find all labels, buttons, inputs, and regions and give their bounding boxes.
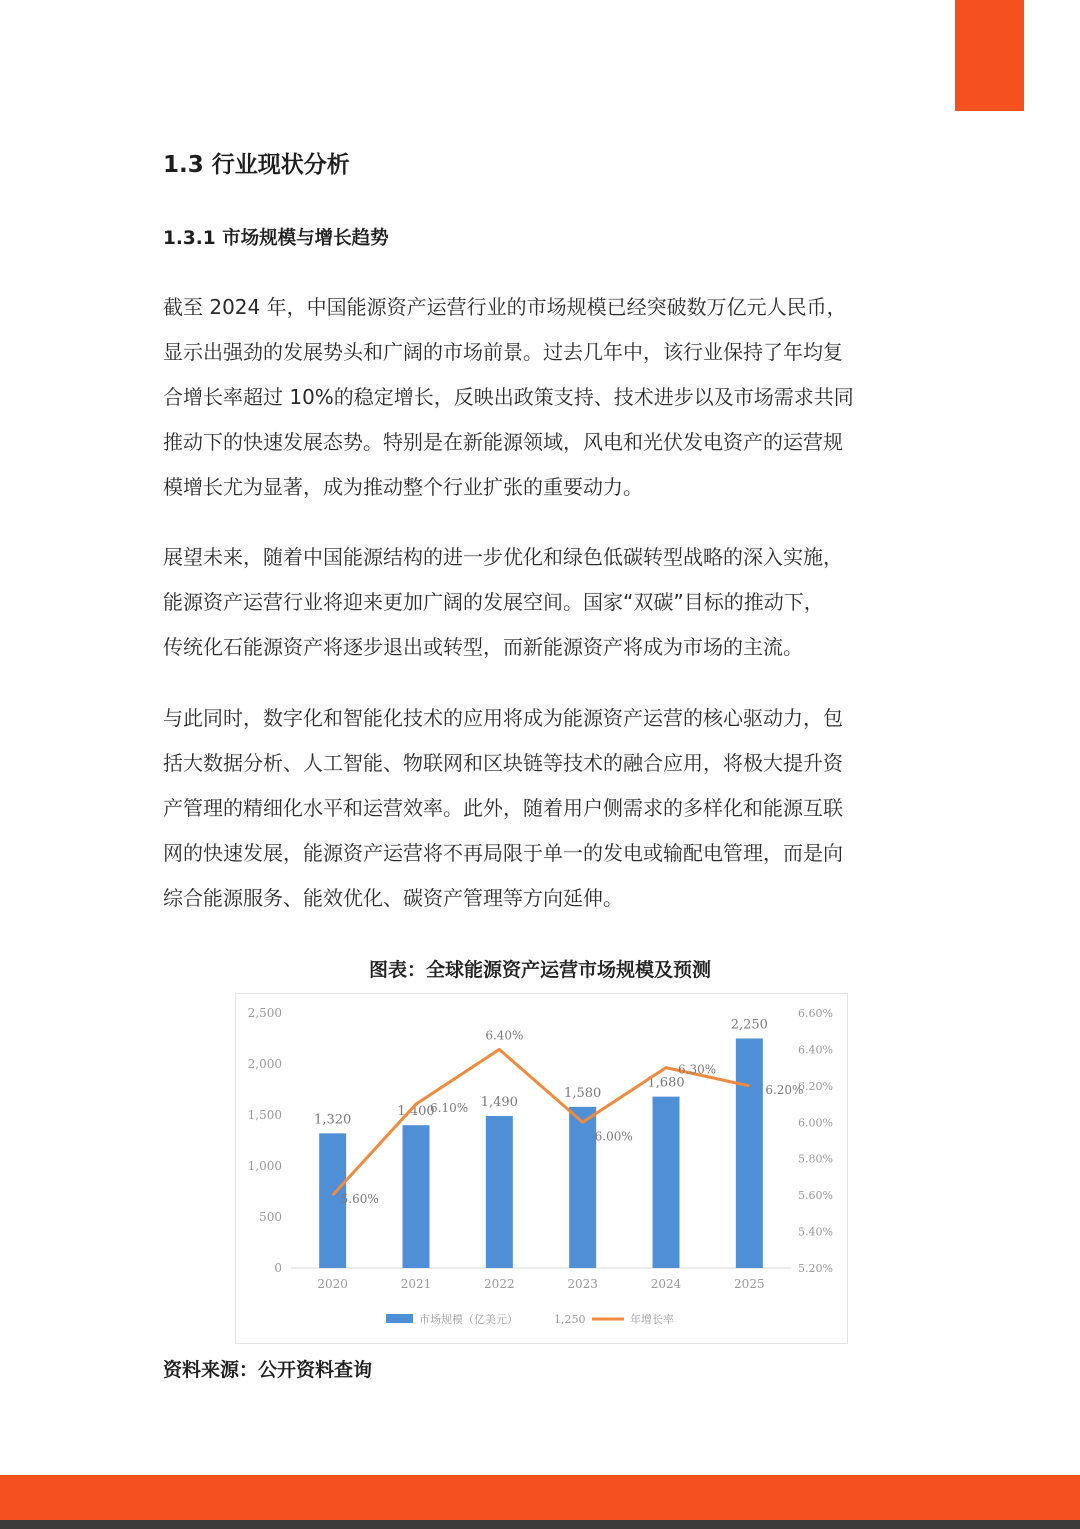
paragraph-line: 综合能源服务、能效优化、碳资产管理等方向延伸。: [163, 886, 623, 910]
x-tick-label: 2022: [484, 1277, 515, 1291]
y-right-tick-label: 5.80%: [798, 1152, 833, 1166]
line-data-label: 5.60%: [340, 1192, 379, 1207]
y-left-tick-label: 2,500: [247, 1006, 282, 1020]
paragraph-line: 截至 2024 年，中国能源资产运营行业的市场规模已经突破数万亿元人民币，: [163, 295, 847, 319]
legend-bar-swatch: [386, 1314, 413, 1323]
bar: [403, 1125, 430, 1268]
paragraph-2: [163, 535, 923, 670]
market-size-chart: [236, 994, 847, 1343]
paragraph-line: 产管理的精细化水平和运营效率。此外，随着用户侧需求的多样化和能源互联: [163, 796, 843, 820]
y-right-tick-label: 5.40%: [798, 1225, 833, 1239]
bar: [653, 1097, 680, 1268]
paragraph-line: 推动下的快速发展态势。特别是在新能源领域，风电和光伏发电资产的运营规: [163, 430, 843, 454]
chart-container: [235, 993, 848, 1344]
x-tick-label: 2025: [734, 1277, 765, 1291]
bar-data-label: 1,490: [480, 1095, 518, 1111]
line-data-label: 6.10%: [430, 1101, 469, 1116]
legend-extra-label: 1,250: [554, 1313, 586, 1326]
top-accent-bar: [955, 0, 1024, 111]
y-left-tick-label: 500: [259, 1210, 282, 1224]
line-data-label: 6.40%: [485, 1028, 524, 1043]
y-right-tick-label: 6.60%: [798, 1007, 833, 1020]
bar-data-label: 1,400: [397, 1104, 435, 1120]
paragraph-line: 显示出强劲的发展势头和广阔的市场前景。过去几年中，该行业保持了年均复: [163, 340, 843, 364]
x-tick-label: 2024: [650, 1277, 682, 1291]
bar-data-label: 2,250: [730, 1017, 768, 1033]
x-tick-label: 2023: [567, 1277, 598, 1291]
paragraph-line: 展望未来，随着中国能源结构的进一步优化和绿色低碳转型战略的深入实施，: [163, 545, 843, 569]
line-data-label: 6.00%: [594, 1129, 633, 1144]
y-right-tick-label: 6.40%: [798, 1043, 833, 1057]
line-data-label: 6.20%: [765, 1082, 804, 1097]
paragraph-line: 括大数据分析、人工智能、物联网和区块链等技术的融合应用，将极大提升资: [163, 751, 843, 775]
line-data-label: 6.30%: [678, 1062, 717, 1077]
bar: [486, 1116, 513, 1268]
bar: [736, 1039, 763, 1269]
figure-title: 图表：全球能源资产运营市场规模及预测: [368, 959, 711, 981]
y-right-tick-label: 6.00%: [798, 1116, 833, 1130]
legend-bar-label: 市场规模（亿美元）: [419, 1313, 518, 1326]
paragraph-line: 传统化石能源资产将逐步退出或转型，而新能源资产将成为市场的主流。: [163, 635, 803, 659]
y-left-tick-label: 2,000: [247, 1057, 282, 1071]
footer-accent-bar: [0, 1475, 1080, 1520]
paragraph-1: [163, 285, 923, 510]
paragraph-3: [163, 696, 923, 921]
paragraph-line: 网的快速发展，能源资产运营将不再局限于单一的发电或输配电管理，而是向: [163, 841, 843, 865]
y-right-tick-label: 5.60%: [798, 1189, 833, 1203]
bar: [569, 1107, 596, 1268]
y-right-tick-label: 5.20%: [798, 1262, 833, 1275]
bar-data-label: 1,680: [647, 1075, 685, 1091]
x-tick-label: 2020: [317, 1277, 348, 1291]
y-right-tick-label: 6.20%: [798, 1079, 833, 1093]
bar-data-label: 1,320: [314, 1112, 352, 1128]
subsection-heading: 1.3.1 市场规模与增长趋势: [163, 228, 389, 249]
x-tick-label: 2021: [400, 1277, 432, 1291]
paragraph-line: 模增长尤为显著，成为推动整个行业扩张的重要动力。: [163, 475, 643, 499]
legend-line-label: 年增长率: [630, 1313, 674, 1326]
y-left-tick-label: 0: [274, 1261, 282, 1275]
paragraph-line: 与此同时，数字化和智能化技术的应用将成为能源资产运营的核心驱动力，包: [163, 706, 843, 730]
figure-source: 资料来源：公开资料查询: [163, 1359, 373, 1381]
paragraph-line: 能源资产运营行业将迎来更加广阔的发展空间。国家“双碳”目标的推动下，: [163, 590, 824, 614]
section-heading: 1.3 行业现状分析: [163, 152, 350, 178]
footer-edge: [0, 1520, 1080, 1529]
y-left-tick-label: 1,000: [247, 1159, 282, 1173]
paragraph-line: 合增长率超过 10%的稳定增长，反映出政策支持、技术进步以及市场需求共同: [163, 385, 854, 409]
bar-data-label: 1,580: [564, 1085, 602, 1101]
y-left-tick-label: 1,500: [247, 1108, 282, 1122]
